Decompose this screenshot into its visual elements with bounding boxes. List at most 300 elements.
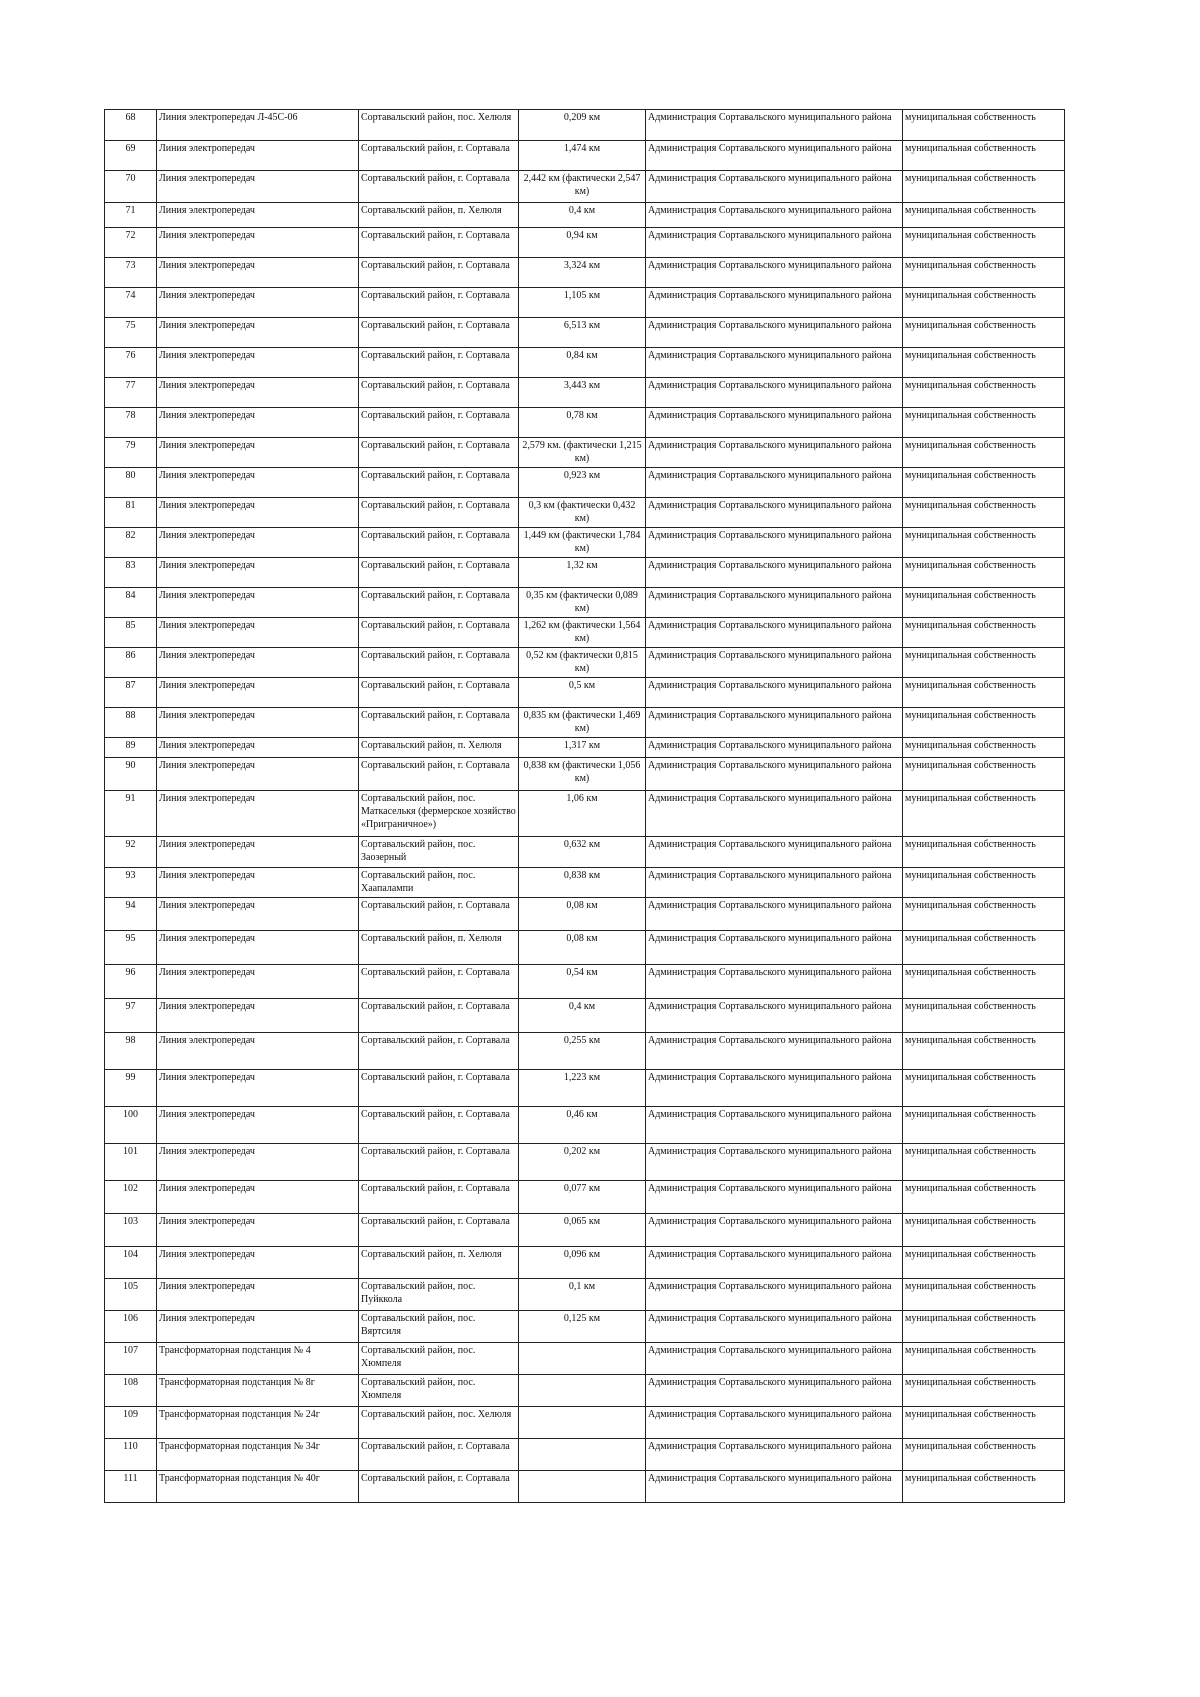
owner-cell: Администрация Сортавальского муниципального района: [646, 438, 903, 468]
ownership-type-cell: муниципальная собственность: [903, 110, 1065, 141]
object-name-cell: Линия электропередач: [157, 678, 359, 708]
owner-cell: Администрация Сортавальского муниципального района: [646, 1343, 903, 1375]
owner-cell: Администрация Сортавальского муниципального района: [646, 110, 903, 141]
owner-cell: Администрация Сортавальского муниципального района: [646, 1107, 903, 1144]
address-cell: Сортавальский район, г. Сортавала: [359, 378, 519, 408]
row-number-cell: 101: [105, 1144, 157, 1181]
ownership-type-cell: муниципальная собственность: [903, 318, 1065, 348]
table-row: [105, 1107, 1065, 1144]
owner-cell: Администрация Сортавальского муниципального района: [646, 1311, 903, 1343]
ownership-type-cell: муниципальная собственность: [903, 171, 1065, 203]
owner-cell: Администрация Сортавальского муниципального района: [646, 708, 903, 738]
address-cell: Сортавальский район, пос. Вяртсиля: [359, 1311, 519, 1343]
ownership-type-cell: муниципальная собственность: [903, 678, 1065, 708]
length-cell: 0,096 км: [519, 1247, 646, 1279]
ownership-type-cell: муниципальная собственность: [903, 1181, 1065, 1214]
object-name-cell: Линия электропередач: [157, 348, 359, 378]
length-cell: [519, 1407, 646, 1439]
address-cell: Сортавальский район, г. Сортавала: [359, 1070, 519, 1107]
row-number-cell: 105: [105, 1279, 157, 1311]
object-name-cell: Линия электропередач: [157, 837, 359, 868]
address-cell: Сортавальский район, г. Сортавала: [359, 528, 519, 558]
object-name-cell: Линия электропередач: [157, 528, 359, 558]
address-cell: Сортавальский район, г. Сортавала: [359, 1144, 519, 1181]
table-row: [105, 468, 1065, 498]
row-number-cell: 96: [105, 965, 157, 999]
owner-cell: Администрация Сортавальского муниципального района: [646, 1375, 903, 1407]
table-row: [105, 110, 1065, 141]
property-registry-table: [104, 109, 1065, 1503]
address-cell: Сортавальский район, пос. Пуйккола: [359, 1279, 519, 1311]
row-number-cell: 111: [105, 1471, 157, 1503]
length-cell: 0,1 км: [519, 1279, 646, 1311]
row-number-cell: 69: [105, 141, 157, 171]
address-cell: Сортавальский район, пос. Хюмпеля: [359, 1343, 519, 1375]
length-cell: 2,442 км (фактически 2,547 км): [519, 171, 646, 203]
owner-cell: Администрация Сортавальского муниципального района: [646, 965, 903, 999]
row-number-cell: 90: [105, 758, 157, 791]
table-row: [105, 1471, 1065, 1503]
address-cell: Сортавальский район, г. Сортавала: [359, 438, 519, 468]
table-row: [105, 678, 1065, 708]
row-number-cell: 106: [105, 1311, 157, 1343]
object-name-cell: Линия электропередач: [157, 898, 359, 931]
table-row: [105, 408, 1065, 438]
owner-cell: Администрация Сортавальского муниципального района: [646, 791, 903, 837]
table-row: [105, 931, 1065, 965]
owner-cell: Администрация Сортавальского муниципального района: [646, 1439, 903, 1471]
table-row: [105, 1279, 1065, 1311]
ownership-type-cell: муниципальная собственность: [903, 438, 1065, 468]
table-row: [105, 378, 1065, 408]
ownership-type-cell: муниципальная собственность: [903, 648, 1065, 678]
owner-cell: Администрация Сортавальского муниципального района: [646, 141, 903, 171]
ownership-type-cell: муниципальная собственность: [903, 288, 1065, 318]
table-row: [105, 898, 1065, 931]
table-row: [105, 318, 1065, 348]
object-name-cell: Трансформаторная подстанция № 4: [157, 1343, 359, 1375]
ownership-type-cell: муниципальная собственность: [903, 999, 1065, 1033]
length-cell: [519, 1375, 646, 1407]
address-cell: Сортавальский район, пос. Хаапалампи: [359, 868, 519, 898]
ownership-type-cell: муниципальная собственность: [903, 558, 1065, 588]
length-cell: 1,223 км: [519, 1070, 646, 1107]
length-cell: 0,838 км: [519, 868, 646, 898]
length-cell: 0,835 км (фактически 1,469 км): [519, 708, 646, 738]
ownership-type-cell: муниципальная собственность: [903, 588, 1065, 618]
length-cell: 1,105 км: [519, 288, 646, 318]
ownership-type-cell: муниципальная собственность: [903, 528, 1065, 558]
length-cell: 0,78 км: [519, 408, 646, 438]
owner-cell: Администрация Сортавальского муниципального района: [646, 1144, 903, 1181]
owner-cell: Администрация Сортавальского муниципального района: [646, 288, 903, 318]
row-number-cell: 102: [105, 1181, 157, 1214]
object-name-cell: Линия электропередач: [157, 648, 359, 678]
ownership-type-cell: муниципальная собственность: [903, 1214, 1065, 1247]
owner-cell: Администрация Сортавальского муниципального района: [646, 1471, 903, 1503]
table-row: [105, 1311, 1065, 1343]
object-name-cell: Трансформаторная подстанция № 8г: [157, 1375, 359, 1407]
owner-cell: Администрация Сортавальского муниципального района: [646, 931, 903, 965]
row-number-cell: 88: [105, 708, 157, 738]
length-cell: 0,065 км: [519, 1214, 646, 1247]
address-cell: Сортавальский район, г. Сортавала: [359, 348, 519, 378]
table-row: [105, 1070, 1065, 1107]
address-cell: Сортавальский район, г. Сортавала: [359, 588, 519, 618]
row-number-cell: 73: [105, 258, 157, 288]
row-number-cell: 110: [105, 1439, 157, 1471]
owner-cell: Администрация Сортавальского муниципального района: [646, 868, 903, 898]
address-cell: Сортавальский район, п. Хелюля: [359, 203, 519, 228]
ownership-type-cell: муниципальная собственность: [903, 1033, 1065, 1070]
row-number-cell: 89: [105, 738, 157, 758]
owner-cell: Администрация Сортавальского муниципального района: [646, 171, 903, 203]
object-name-cell: Линия электропередач Л-45С-06: [157, 110, 359, 141]
address-cell: Сортавальский район, г. Сортавала: [359, 468, 519, 498]
table-row: [105, 258, 1065, 288]
object-name-cell: Линия электропередач: [157, 931, 359, 965]
address-cell: Сортавальский район, п. Хелюля: [359, 931, 519, 965]
address-cell: Сортавальский район, г. Сортавала: [359, 1214, 519, 1247]
row-number-cell: 78: [105, 408, 157, 438]
owner-cell: Администрация Сортавальского муниципального района: [646, 618, 903, 648]
length-cell: 0,923 км: [519, 468, 646, 498]
address-cell: Сортавальский район, г. Сортавала: [359, 678, 519, 708]
table-row: [105, 618, 1065, 648]
table-row: [105, 558, 1065, 588]
address-cell: Сортавальский район, г. Сортавала: [359, 1033, 519, 1070]
address-cell: Сортавальский район, п. Хелюля: [359, 738, 519, 758]
ownership-type-cell: муниципальная собственность: [903, 203, 1065, 228]
row-number-cell: 93: [105, 868, 157, 898]
length-cell: 0,632 км: [519, 837, 646, 868]
table-row: [105, 288, 1065, 318]
table-row: [105, 528, 1065, 558]
owner-cell: Администрация Сортавальского муниципального района: [646, 528, 903, 558]
ownership-type-cell: муниципальная собственность: [903, 348, 1065, 378]
object-name-cell: Линия электропередач: [157, 618, 359, 648]
table-row: [105, 1439, 1065, 1471]
row-number-cell: 107: [105, 1343, 157, 1375]
address-cell: Сортавальский район, г. Сортавала: [359, 898, 519, 931]
address-cell: Сортавальский район, г. Сортавала: [359, 318, 519, 348]
address-cell: Сортавальский район, г. Сортавала: [359, 618, 519, 648]
row-number-cell: 87: [105, 678, 157, 708]
object-name-cell: Линия электропередач: [157, 141, 359, 171]
owner-cell: Администрация Сортавальского муниципального района: [646, 258, 903, 288]
table-row: [105, 791, 1065, 837]
owner-cell: Администрация Сортавальского муниципального района: [646, 408, 903, 438]
length-cell: 0,35 км (фактически 0,089 км): [519, 588, 646, 618]
object-name-cell: Линия электропередач: [157, 999, 359, 1033]
address-cell: Сортавальский район, пос. Хелюля: [359, 1407, 519, 1439]
row-number-cell: 82: [105, 528, 157, 558]
ownership-type-cell: муниципальная собственность: [903, 1375, 1065, 1407]
table-row: [105, 171, 1065, 203]
length-cell: [519, 1439, 646, 1471]
address-cell: Сортавальский район, г. Сортавала: [359, 258, 519, 288]
ownership-type-cell: муниципальная собственность: [903, 931, 1065, 965]
object-name-cell: Линия электропередач: [157, 438, 359, 468]
object-name-cell: Линия электропередач: [157, 408, 359, 438]
ownership-type-cell: муниципальная собственность: [903, 258, 1065, 288]
length-cell: [519, 1471, 646, 1503]
owner-cell: Администрация Сортавальского муниципального района: [646, 837, 903, 868]
table-row: [105, 438, 1065, 468]
object-name-cell: Линия электропередач: [157, 228, 359, 258]
row-number-cell: 77: [105, 378, 157, 408]
object-name-cell: Линия электропередач: [157, 1070, 359, 1107]
owner-cell: Администрация Сортавальского муниципального района: [646, 648, 903, 678]
owner-cell: Администрация Сортавальского муниципального района: [646, 758, 903, 791]
ownership-type-cell: муниципальная собственность: [903, 1070, 1065, 1107]
owner-cell: Администрация Сортавальского муниципального района: [646, 203, 903, 228]
address-cell: Сортавальский район, г. Сортавала: [359, 1107, 519, 1144]
length-cell: 6,513 км: [519, 318, 646, 348]
table-row: [105, 228, 1065, 258]
object-name-cell: Линия электропередач: [157, 378, 359, 408]
owner-cell: Администрация Сортавальского муниципального района: [646, 588, 903, 618]
object-name-cell: Линия электропередач: [157, 1107, 359, 1144]
table-row: [105, 648, 1065, 678]
owner-cell: Администрация Сортавальского муниципального района: [646, 1279, 903, 1311]
object-name-cell: Линия электропередач: [157, 868, 359, 898]
object-name-cell: Линия электропередач: [157, 1247, 359, 1279]
ownership-type-cell: муниципальная собственность: [903, 1279, 1065, 1311]
address-cell: Сортавальский район, г. Сортавала: [359, 758, 519, 791]
length-cell: 0,94 км: [519, 228, 646, 258]
table-row: [105, 999, 1065, 1033]
ownership-type-cell: муниципальная собственность: [903, 738, 1065, 758]
row-number-cell: 70: [105, 171, 157, 203]
ownership-type-cell: муниципальная собственность: [903, 868, 1065, 898]
ownership-type-cell: муниципальная собственность: [903, 141, 1065, 171]
length-cell: 0,4 км: [519, 203, 646, 228]
object-name-cell: Линия электропередач: [157, 318, 359, 348]
row-number-cell: 95: [105, 931, 157, 965]
address-cell: Сортавальский район, г. Сортавала: [359, 498, 519, 528]
object-name-cell: Линия электропередач: [157, 1279, 359, 1311]
length-cell: 1,06 км: [519, 791, 646, 837]
object-name-cell: Линия электропередач: [157, 1181, 359, 1214]
table-row: [105, 1181, 1065, 1214]
object-name-cell: Линия электропередач: [157, 1033, 359, 1070]
object-name-cell: Линия электропередач: [157, 558, 359, 588]
row-number-cell: 83: [105, 558, 157, 588]
owner-cell: Администрация Сортавальского муниципального района: [646, 999, 903, 1033]
ownership-type-cell: муниципальная собственность: [903, 837, 1065, 868]
row-number-cell: 71: [105, 203, 157, 228]
object-name-cell: Линия электропередач: [157, 708, 359, 738]
address-cell: Сортавальский район, п. Хелюля: [359, 1247, 519, 1279]
object-name-cell: Линия электропередач: [157, 1311, 359, 1343]
ownership-type-cell: муниципальная собственность: [903, 708, 1065, 738]
owner-cell: Администрация Сортавальского муниципального района: [646, 898, 903, 931]
table-row: [105, 348, 1065, 378]
ownership-type-cell: муниципальная собственность: [903, 228, 1065, 258]
length-cell: 2,579 км. (фактически 1,215 км): [519, 438, 646, 468]
length-cell: 0,08 км: [519, 898, 646, 931]
row-number-cell: 91: [105, 791, 157, 837]
row-number-cell: 97: [105, 999, 157, 1033]
address-cell: Сортавальский район, г. Сортавала: [359, 558, 519, 588]
object-name-cell: Линия электропередач: [157, 1144, 359, 1181]
length-cell: 0,202 км: [519, 1144, 646, 1181]
owner-cell: Администрация Сортавальского муниципального района: [646, 738, 903, 758]
address-cell: Сортавальский район, г. Сортавала: [359, 648, 519, 678]
row-number-cell: 104: [105, 1247, 157, 1279]
address-cell: Сортавальский район, г. Сортавала: [359, 171, 519, 203]
object-name-cell: Линия электропередач: [157, 171, 359, 203]
address-cell: Сортавальский район, г. Сортавала: [359, 141, 519, 171]
ownership-type-cell: муниципальная собственность: [903, 468, 1065, 498]
length-cell: 0,3 км (фактически 0,432 км): [519, 498, 646, 528]
row-number-cell: 99: [105, 1070, 157, 1107]
row-number-cell: 92: [105, 837, 157, 868]
length-cell: 0,46 км: [519, 1107, 646, 1144]
length-cell: 1,449 км (фактически 1,784 км): [519, 528, 646, 558]
length-cell: 0,255 км: [519, 1033, 646, 1070]
owner-cell: Администрация Сортавальского муниципального района: [646, 1407, 903, 1439]
table-row: [105, 1343, 1065, 1375]
address-cell: Сортавальский район, г. Сортавала: [359, 1439, 519, 1471]
table-row: [105, 498, 1065, 528]
object-name-cell: Линия электропередач: [157, 258, 359, 288]
object-name-cell: Линия электропередач: [157, 1214, 359, 1247]
owner-cell: Администрация Сортавальского муниципального района: [646, 318, 903, 348]
address-cell: Сортавальский район, г. Сортавала: [359, 228, 519, 258]
owner-cell: Администрация Сортавальского муниципального района: [646, 1033, 903, 1070]
row-number-cell: 103: [105, 1214, 157, 1247]
object-name-cell: Трансформаторная подстанция № 24г: [157, 1407, 359, 1439]
row-number-cell: 80: [105, 468, 157, 498]
owner-cell: Администрация Сортавальского муниципального района: [646, 468, 903, 498]
row-number-cell: 68: [105, 110, 157, 141]
address-cell: Сортавальский район, пос. Хюмпеля: [359, 1375, 519, 1407]
owner-cell: Администрация Сортавальского муниципального района: [646, 1247, 903, 1279]
document-page: [104, 109, 1064, 1503]
owner-cell: Администрация Сортавальского муниципального района: [646, 498, 903, 528]
table-row: [105, 1375, 1065, 1407]
table-row: [105, 758, 1065, 791]
owner-cell: Администрация Сортавальского муниципального района: [646, 558, 903, 588]
address-cell: Сортавальский район, г. Сортавала: [359, 288, 519, 318]
row-number-cell: 108: [105, 1375, 157, 1407]
length-cell: 0,209 км: [519, 110, 646, 141]
address-cell: Сортавальский район, пос. Хелюля: [359, 110, 519, 141]
table-row: [105, 1247, 1065, 1279]
row-number-cell: 81: [105, 498, 157, 528]
owner-cell: Администрация Сортавальского муниципального района: [646, 348, 903, 378]
owner-cell: Администрация Сортавальского муниципального района: [646, 678, 903, 708]
row-number-cell: 109: [105, 1407, 157, 1439]
ownership-type-cell: муниципальная собственность: [903, 1107, 1065, 1144]
row-number-cell: 74: [105, 288, 157, 318]
table-row: [105, 738, 1065, 758]
ownership-type-cell: муниципальная собственность: [903, 618, 1065, 648]
object-name-cell: Линия электропередач: [157, 498, 359, 528]
object-name-cell: Трансформаторная подстанция № 40г: [157, 1471, 359, 1503]
length-cell: 0,54 км: [519, 965, 646, 999]
row-number-cell: 75: [105, 318, 157, 348]
table-row: [105, 708, 1065, 738]
ownership-type-cell: муниципальная собственность: [903, 965, 1065, 999]
length-cell: 0,4 км: [519, 999, 646, 1033]
object-name-cell: Линия электропередач: [157, 203, 359, 228]
ownership-type-cell: муниципальная собственность: [903, 758, 1065, 791]
ownership-type-cell: муниципальная собственность: [903, 1144, 1065, 1181]
table-row: [105, 965, 1065, 999]
row-number-cell: 86: [105, 648, 157, 678]
row-number-cell: 72: [105, 228, 157, 258]
length-cell: 0,077 км: [519, 1181, 646, 1214]
length-cell: 1,474 км: [519, 141, 646, 171]
ownership-type-cell: муниципальная собственность: [903, 1247, 1065, 1279]
object-name-cell: Линия электропередач: [157, 791, 359, 837]
row-number-cell: 98: [105, 1033, 157, 1070]
table-row: [105, 1407, 1065, 1439]
table-row: [105, 1144, 1065, 1181]
table-row: [105, 837, 1065, 868]
object-name-cell: Линия электропередач: [157, 588, 359, 618]
table-row: [105, 141, 1065, 171]
length-cell: 0,838 км (фактически 1,056 км): [519, 758, 646, 791]
object-name-cell: Трансформаторная подстанция № 34г: [157, 1439, 359, 1471]
row-number-cell: 76: [105, 348, 157, 378]
registry-table-body: [105, 110, 1065, 1503]
row-number-cell: 94: [105, 898, 157, 931]
length-cell: 1,32 км: [519, 558, 646, 588]
table-row: [105, 1214, 1065, 1247]
ownership-type-cell: муниципальная собственность: [903, 408, 1065, 438]
ownership-type-cell: муниципальная собственность: [903, 1311, 1065, 1343]
object-name-cell: Линия электропередач: [157, 738, 359, 758]
length-cell: [519, 1343, 646, 1375]
owner-cell: Администрация Сортавальского муниципального района: [646, 1070, 903, 1107]
object-name-cell: Линия электропередач: [157, 288, 359, 318]
ownership-type-cell: муниципальная собственность: [903, 1407, 1065, 1439]
address-cell: Сортавальский район, г. Сортавала: [359, 1181, 519, 1214]
table-row: [105, 1033, 1065, 1070]
ownership-type-cell: муниципальная собственность: [903, 378, 1065, 408]
table-row: [105, 203, 1065, 228]
address-cell: Сортавальский район, г. Сортавала: [359, 1471, 519, 1503]
address-cell: Сортавальский район, г. Сортавала: [359, 965, 519, 999]
row-number-cell: 85: [105, 618, 157, 648]
length-cell: 0,84 км: [519, 348, 646, 378]
row-number-cell: 100: [105, 1107, 157, 1144]
ownership-type-cell: муниципальная собственность: [903, 898, 1065, 931]
table-row: [105, 868, 1065, 898]
object-name-cell: Линия электропередач: [157, 965, 359, 999]
row-number-cell: 79: [105, 438, 157, 468]
address-cell: Сортавальский район, г. Сортавала: [359, 408, 519, 438]
object-name-cell: Линия электропередач: [157, 468, 359, 498]
length-cell: 1,317 км: [519, 738, 646, 758]
ownership-type-cell: муниципальная собственность: [903, 791, 1065, 837]
ownership-type-cell: муниципальная собственность: [903, 1343, 1065, 1375]
length-cell: 3,324 км: [519, 258, 646, 288]
ownership-type-cell: муниципальная собственность: [903, 1471, 1065, 1503]
owner-cell: Администрация Сортавальского муниципального района: [646, 378, 903, 408]
table-row: [105, 588, 1065, 618]
length-cell: 0,52 км (фактически 0,815 км): [519, 648, 646, 678]
owner-cell: Администрация Сортавальского муниципального района: [646, 228, 903, 258]
row-number-cell: 84: [105, 588, 157, 618]
length-cell: 0,5 км: [519, 678, 646, 708]
length-cell: 0,125 км: [519, 1311, 646, 1343]
address-cell: Сортавальский район, г. Сортавала: [359, 708, 519, 738]
